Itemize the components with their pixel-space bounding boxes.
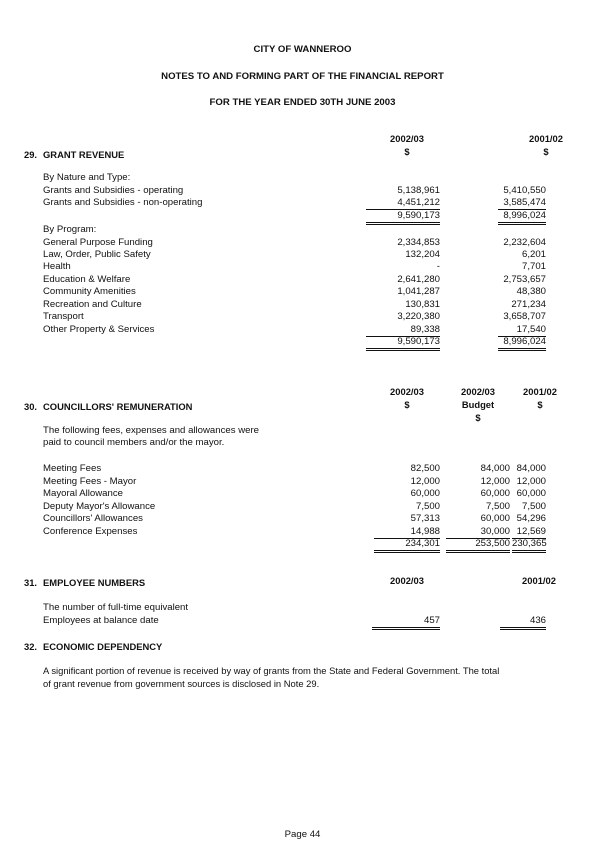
org-name: CITY OF WANNEROO: [253, 44, 352, 55]
row-current: 130,831: [405, 299, 440, 310]
row-current: 2,641,280: [397, 274, 440, 285]
note30-col-budget: Budget: [461, 399, 495, 410]
note32-line2: of grant revenue from government sources is disclosed in Note 29.: [43, 678, 320, 689]
row-prior: 3,658,707: [503, 311, 546, 322]
row-prior: 12,569: [512, 525, 546, 539]
note31-number: 31.: [24, 577, 38, 588]
row-label: Meeting Fees: [43, 463, 102, 474]
row-prior: 7,500: [521, 501, 546, 512]
row-budget: 30,000: [446, 525, 510, 539]
note30-total-budget: 253,500: [446, 537, 510, 553]
row-prior: 5,410,550: [503, 185, 546, 196]
row-label: Other Property & Services: [43, 324, 155, 335]
row-label: Employees at balance date: [43, 615, 159, 626]
note30-col-current: 2002/03: [390, 386, 424, 397]
note29-col-prior: 2001/02: [529, 133, 563, 144]
row-prior: 84,000: [516, 463, 546, 474]
note30-col-prior: 2001/02: [523, 386, 557, 397]
note29-title: GRANT REVENUE: [43, 149, 125, 160]
note29-col-current: 2002/03: [390, 133, 424, 144]
row-current: 82,500: [410, 463, 440, 474]
report-period: FOR THE YEAR ENDED 30TH JUNE 2003: [209, 97, 396, 108]
row-current: 89,338: [366, 323, 440, 337]
page-number: Page 44: [284, 829, 321, 840]
row-current: 3,220,380: [397, 311, 440, 322]
row-current: 57,313: [410, 513, 440, 524]
row-prior: 6,201: [521, 249, 546, 260]
row-prior: 7,701: [521, 261, 546, 272]
row-budget: 12,000: [480, 476, 510, 487]
table-row: [0, 310, 605, 323]
row-label: Law, Order, Public Safety: [43, 249, 151, 260]
row-label: Recreation and Culture: [43, 299, 142, 310]
row-prior: 12,000: [516, 476, 546, 487]
note30-number: 30.: [24, 401, 38, 412]
row-label: Conference Expenses: [43, 526, 138, 537]
row-prior: 17,540: [498, 323, 546, 337]
note31-col-current: 2002/03: [390, 575, 424, 586]
note30-total-current: 234,301: [374, 537, 440, 553]
row-current: 14,988: [374, 525, 440, 539]
row-label: Grants and Subsidies - operating: [43, 185, 184, 196]
note31-current: 457: [372, 614, 440, 630]
note30-intro-line1: The following fees, expenses and allowances were: [43, 425, 259, 436]
note30-title: COUNCILLORS' REMUNERATION: [43, 401, 193, 412]
note30-intro-line2: paid to council members and/or the mayor.: [43, 437, 225, 448]
nature-total-current: 9,590,173: [366, 209, 440, 225]
row-label: Health: [43, 261, 71, 272]
note31-prior: 436: [500, 614, 546, 630]
row-current: 60,000: [410, 488, 440, 499]
note30-currency-current: $: [404, 399, 410, 410]
nature-total-prior: 8,996,024: [498, 209, 546, 225]
note32-number: 32.: [24, 641, 38, 652]
row-prior: 48,380: [516, 286, 546, 297]
row-current: 132,204: [405, 249, 440, 260]
row-prior: 2,753,657: [503, 274, 546, 285]
note30-total-prior: 230,365: [512, 537, 546, 553]
row-label: Mayoral Allowance: [43, 488, 123, 499]
row-current: 5,138,961: [397, 185, 440, 196]
note32-line1: A significant portion of revenue is received by way of grants from the State and Federal Government. The total: [43, 665, 500, 676]
table-row: [0, 512, 605, 525]
row-prior: 271,234: [511, 299, 546, 310]
total-row: [0, 335, 605, 348]
by-program-heading: By Program:: [43, 224, 97, 235]
table-row: [0, 462, 605, 475]
note30-col-budget-year: 2002/03: [461, 386, 495, 397]
note29-number: 29.: [24, 149, 38, 160]
report-title: NOTES TO AND FORMING PART OF THE FINANCIAL REPORT: [161, 71, 444, 82]
row-label: Deputy Mayor's Allowance: [43, 501, 156, 512]
table-row: [0, 285, 605, 298]
row-prior: 2,232,604: [503, 237, 546, 248]
row-current: 7,500: [415, 501, 440, 512]
row-prior: 60,000: [516, 488, 546, 499]
row-prior: 54,296: [516, 513, 546, 524]
row-budget: 7,500: [485, 501, 510, 512]
row-prior: 3,585,474: [498, 196, 546, 210]
note31-line1: The number of full-time equivalent: [43, 602, 189, 613]
row-label: General Purpose Funding: [43, 237, 153, 248]
by-nature-heading: By Nature and Type:: [43, 172, 131, 183]
table-row: [0, 260, 605, 273]
note32-title: ECONOMIC DEPENDENCY: [43, 641, 163, 652]
row-label: Grants and Subsidies - non-operating: [43, 197, 203, 208]
subtotal-row: [0, 209, 605, 222]
row-current: 2,334,853: [397, 237, 440, 248]
note31-title: EMPLOYEE NUMBERS: [43, 577, 146, 588]
note29-currency-prior: $: [543, 146, 549, 157]
note30-currency-budget: $: [475, 412, 481, 423]
row-label: Education & Welfare: [43, 274, 131, 285]
row-current: 1,041,287: [397, 286, 440, 297]
row-label: Meeting Fees - Mayor: [43, 476, 137, 487]
row-current: -: [436, 261, 440, 272]
row-current: 4,451,212: [366, 196, 440, 210]
row-current: 12,000: [410, 476, 440, 487]
row-budget: 60,000: [480, 513, 510, 524]
program-total-prior: 8,996,024: [498, 335, 546, 351]
row-label: Transport: [43, 311, 84, 322]
row-label: Community Amenities: [43, 286, 136, 297]
note30-currency-prior: $: [537, 399, 543, 410]
note31-col-prior: 2001/02: [522, 575, 556, 586]
table-row: [0, 196, 605, 209]
row-budget: 60,000: [480, 488, 510, 499]
total-row: [0, 537, 605, 550]
row-label: Councillors' Allowances: [43, 513, 143, 524]
table-row: [0, 487, 605, 500]
program-total-current: 9,590,173: [366, 335, 440, 351]
note29-currency-current: $: [404, 146, 410, 157]
row-budget: 84,000: [480, 463, 510, 474]
table-row: [0, 614, 605, 627]
